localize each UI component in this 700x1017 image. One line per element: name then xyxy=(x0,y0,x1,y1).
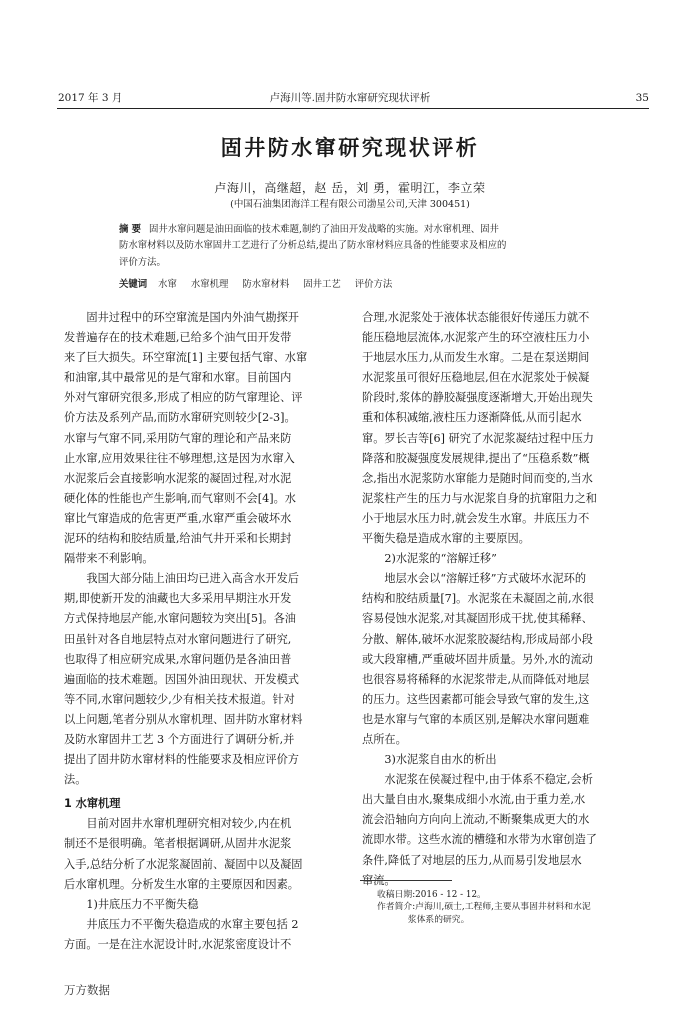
body-line: 结构和胶结质量[7]。水泥浆在未凝固之前,水很 xyxy=(362,592,594,606)
body-line: 也是水窜与气窜的本质区别,是解决水窜问题难 xyxy=(362,712,590,726)
keyword: 固井工艺 xyxy=(303,279,341,290)
body-line: 泥环的结构和胶结质量,给油气井开采和长期封 xyxy=(64,532,292,546)
keyword: 水窜 xyxy=(158,279,177,290)
body-line: 出大量自由水,聚集成细小水流,由于重力差,水 xyxy=(362,793,586,807)
body-line: 方式保持地层产能,水窜问题较为突出[5]。各油 xyxy=(64,612,296,626)
body-line: 泥浆柱产生的压力与水泥浆自身的抗窜阻力之和 xyxy=(362,491,597,505)
abstract-line: 固井水窜问题是油田面临的技术难题,制约了油田开发战略的实施。对水窜机理、固井 xyxy=(149,224,499,235)
section-heading: 1 水窜机理 xyxy=(64,797,121,811)
body-line: 能压稳地层流体,水泥浆产生的环空液柱压力小 xyxy=(362,331,590,345)
body-line: 以上问题,笔者分别从水窜机理、固井防水窜材料 xyxy=(64,712,303,726)
keyword: 水窜机理 xyxy=(190,279,229,290)
body-line: 的压力。这些因素都可能会导致气窜的发生,这 xyxy=(362,692,590,706)
page-number: 35 xyxy=(635,92,649,104)
body-line: 于地层水压力,从而发生水窜。二是在泵送期间 xyxy=(362,351,590,365)
keywords-label: 关键词 xyxy=(119,279,148,290)
body-line: 地层水会以“溶解迁移”方式破坏水泥环的 xyxy=(384,572,587,586)
body-line: 阶段时,浆体的静胶凝强度逐渐增大,开始出现失 xyxy=(362,391,593,405)
affiliation: (中国石油集团海洋工程有限公司渤星公司,天津 300451) xyxy=(230,199,470,210)
keyword: 防水窜材料 xyxy=(242,279,290,290)
footer-watermark: 万方数据 xyxy=(64,983,110,997)
body-line: 分散、解体,破坏水泥浆胶凝结构,形成局部小段 xyxy=(362,632,593,646)
body-line: 入手,总结分析了水泥浆凝固前、凝固中以及凝固 xyxy=(64,857,303,871)
body-line: 小于地层水压力时,就会发生水窜。井底压力不 xyxy=(362,511,590,525)
body-line: 降落和胶凝强度发展规律,提出了“压稳系数”概 xyxy=(362,451,590,465)
body-line: 后水窜机理。分析发生水窜的主要原因和因素。 xyxy=(64,877,299,891)
abstract-label: 摘 要 xyxy=(119,224,142,235)
footnote xyxy=(377,889,639,926)
body-line: 水窜与气窜不同,采用防气窜的理论和产品来防 xyxy=(64,431,292,445)
body-line: 止水窜,应用效果往往不够理想,这是因为水窜入 xyxy=(64,451,295,465)
body-line: 我国大部分陆上油田均已进入高含水开发后 xyxy=(86,572,299,586)
body-line: 点所在。 xyxy=(362,732,407,746)
running-title: 卢海川等.固井防水窜研究现状评析 xyxy=(269,92,431,104)
body-line: 硬化体的性能也产生影响,而气窜则不会[4]。水 xyxy=(64,491,296,505)
body-line: 发普遍存在的技术难题,已给多个油气田开发带 xyxy=(64,331,292,345)
abstract-line: 评价方法。 xyxy=(119,256,166,268)
body-line: 窜。罗长吉等[6] 研究了水泥浆凝结过程中压力 xyxy=(362,431,594,445)
body-line: 目前对固井水窜机理研究相对较少,内在机 xyxy=(86,817,292,831)
body-line: 和油窜,其中最常见的是气窜和水窜。目前国内 xyxy=(64,371,292,385)
body-line: 流即水带。这些水流的槽缝和水带为水窜创造了 xyxy=(362,833,597,847)
body-line: 平衡失稳是造成水窜的主要原因。 xyxy=(362,532,530,546)
right-column xyxy=(362,308,630,891)
body-line: 及防水窜固井工艺 3 个方面进行了调研分析,并 xyxy=(64,732,295,746)
body-line: 价方法及系列产品,而防水窜研究则较少[2-3]。 xyxy=(64,411,296,425)
body-line: 合理,水泥浆处于液体状态能很好传递压力就不 xyxy=(362,311,590,324)
left-column xyxy=(64,308,332,955)
body-line: 井底压力不平衡失稳造成的水窜主要包括 2 xyxy=(86,917,299,931)
body-line: 田虽针对各自地层特点对水窜问题进行了研究, xyxy=(64,632,292,646)
paper-title: 固井防水窜研究现状评析 xyxy=(220,136,480,160)
body-line: 水泥浆在侯凝过程中,由于体系不稳定,会析 xyxy=(384,773,593,787)
footnote-rule xyxy=(360,880,452,881)
body-line: 窜比气窜造成的危害更严重,水窜严重会破坏水 xyxy=(64,511,292,525)
header-date: 2017 年 3 月 xyxy=(58,92,123,104)
body-line: 重和体积减缩,液柱压力逐渐降低,从而引起水 xyxy=(362,411,582,425)
body-line: 提出了固井防水窜材料的性能要求及相应评价方 xyxy=(64,753,299,767)
body-line: 窜流。 xyxy=(362,873,396,887)
abstract-line: 防水窜材料以及防水窜固井工艺进行了分析总结,提出了防水窜材料应具备的性能要求及相应的 xyxy=(119,240,507,252)
subsection-heading: 1)井底压力不平衡失稳 xyxy=(86,897,199,911)
body-line: 也很容易将稀释的水泥浆带走,从而降低对地层 xyxy=(362,672,590,686)
body-line: 念,指出水泥浆防水窜能力是随时间而变的,当水 xyxy=(362,471,593,485)
body-line: 期,即使新开发的油藏也大多采用早期注水开发 xyxy=(64,592,292,606)
body-line: 或大段窜槽,严重破坏固井质量。另外,水的流动 xyxy=(362,652,593,666)
body-line: 也取得了相应研究成果,水窜问题仍是各油田普 xyxy=(64,652,292,666)
body-line: 隔带来不利影响。 xyxy=(64,552,154,566)
keyword: 评价方法 xyxy=(354,279,393,290)
body-line: 水泥浆虽可很好压稳地层,但在水泥浆处于候凝 xyxy=(362,371,590,385)
body-line: 外对气窜研究很多,形成了相应的防气窜理论、评 xyxy=(64,391,303,405)
abstract xyxy=(119,222,581,271)
body-line: 等不同,水窜问题较少,少有相关技术报道。针对 xyxy=(64,692,295,706)
body-line: 流会沿轴向方向向上流动,不断聚集成更大的水 xyxy=(362,813,590,827)
subsection-heading: 3)水泥浆自由水的析出 xyxy=(384,753,497,767)
authors: 卢海川，高继超，赵 岳，刘 勇，霍明江，李立荣 xyxy=(214,181,486,195)
body-line: 制还不是很明确。笔者根据调研,从固井水泥浆 xyxy=(64,837,292,851)
author-bio: 作者简介:卢海川,硕士,工程师,主要从事固井材料和水泥 xyxy=(377,902,591,913)
body-line: 固井过程中的环空窜流是国内外油气勘探开 xyxy=(86,311,299,324)
body-line: 条件,降低了对地层的压力,从而易引发地层水 xyxy=(362,853,582,867)
body-line: 来了巨大损失。环空窜流[1] 主要包括气窜、水窜 xyxy=(64,351,308,365)
author-bio-continued: 浆体系的研究。 xyxy=(407,914,470,925)
keywords xyxy=(119,278,581,292)
body-line: 法。 xyxy=(64,773,87,787)
received-date: 收稿日期:2016 - 12 - 12。 xyxy=(377,890,486,900)
body-line: 方面。一是在注水泥设计时,水泥浆密度设计不 xyxy=(64,937,292,951)
body-line: 遍面临的技术难题。因国外油田现状、开发模式 xyxy=(64,672,299,686)
subsection-heading: 2)水泥浆的“溶解迁移” xyxy=(384,552,497,566)
header-rule xyxy=(57,108,649,109)
body-line: 水泥浆后会直接影响水泥浆的凝固过程,对水泥 xyxy=(64,471,292,485)
body-line: 容易侵蚀水泥浆,对其凝固形成干扰,使其稀释、 xyxy=(362,612,593,626)
